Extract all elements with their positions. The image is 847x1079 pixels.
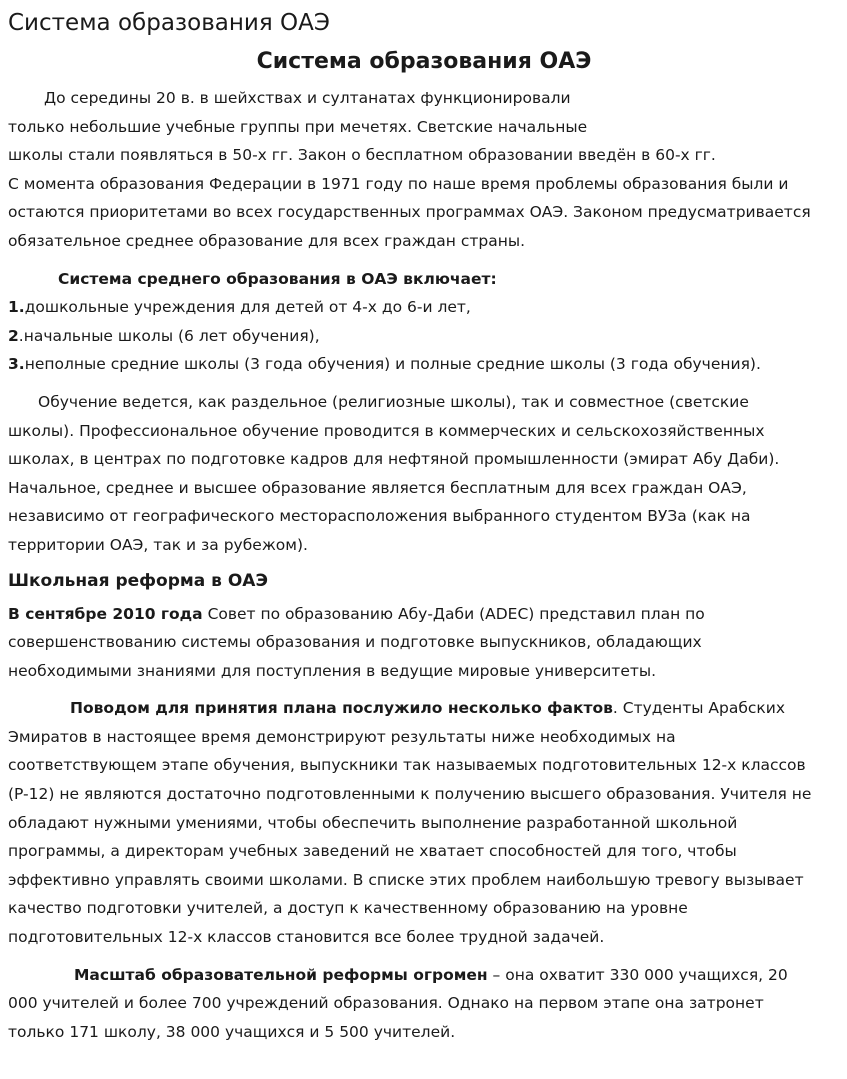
training-paragraph — [8, 388, 840, 560]
text-line: необходимыми знаниями для поступления в ведущие мировые университеты. — [8, 661, 657, 680]
list-item — [8, 322, 840, 351]
text-line: остаются приоритетами во всех государственных программах ОАЭ. Законом предусматривается — [8, 203, 811, 222]
text-line: качество подготовки учителей, а доступ к качественному образованию на уровне — [8, 899, 688, 918]
text-line — [8, 961, 840, 990]
text-line: До середины 20 в. в шейхствах и султанатах функционировали — [44, 89, 571, 107]
text-line: школы). Профессиональное обучение проводится в коммерческих и сельскохозяйственных — [8, 421, 765, 440]
text-line: обладают нужными умениями, чтобы обеспечить выполнение разработанной школьной — [8, 813, 738, 832]
list-number: 3. — [8, 355, 25, 374]
text-line: совершенствованию системы образования и подготовке выпускников, обладающих — [8, 633, 702, 652]
reform-date: В сентябре 2010 года — [8, 604, 203, 623]
text-line: обязательное среднее образование для всех граждан страны. — [8, 231, 526, 250]
list-number: 2 — [8, 326, 19, 345]
list-number: 1. — [8, 298, 25, 317]
text-line: Обучение ведется, как раздельное (религиозные школы), так и совместное (светские — [38, 392, 749, 411]
list-item — [8, 350, 840, 379]
text-line: соответствующем этапе обучения, выпускники так называемых подготовительных 12-х классов — [8, 756, 806, 775]
scale-paragraph — [8, 961, 840, 1047]
text-line: программы, а директорам учебных заведений не хватает способностей для того, чтобы — [8, 842, 737, 861]
list-text: неполные средние школы (3 года обучения) и полные средние школы (3 года обучения). — [24, 355, 761, 374]
text-line: С момента образования Федерации в 1971 году по наше время проблемы образования были и — [8, 174, 789, 193]
system-heading: Система среднего образования в ОАЭ включает: — [58, 269, 497, 288]
text-span: Совет по образованию Абу-Даби (ADEC) представил план по — [202, 604, 705, 623]
text-line: эффективно управлять своими школами. В списке этих проблем наибольшую тревогу вызывает — [8, 870, 804, 889]
list-text: дошкольные учреждения для детей от 4-х до 6-и лет, — [24, 298, 471, 317]
text-line: школы стали появляться в 50-х гг. Закон о бесплатном образовании введён в 60-х гг. — [8, 146, 716, 165]
text-line: Эмиратов в настоящее время демонстрируют результаты ниже необходимых на — [8, 727, 676, 746]
text-line: школах, в центрах по подготовке кадров для нефтяной промышленности (эмират Абу Даби). — [8, 450, 780, 469]
text-line: только 171 школу, 38 000 учащихся и 5 500 учителей. — [8, 1022, 456, 1041]
education-levels-list — [8, 293, 840, 379]
text-line: Начальное, среднее и высшее образование является бесплатным для всех граждан ОАЭ, — [8, 478, 747, 497]
page-title: Система образования ОАЭ — [8, 10, 330, 36]
reasons-lead: Поводом для принятия плана послужило несколько фактов — [70, 699, 613, 718]
document-heading: Система образования ОАЭ — [256, 49, 592, 74]
text-line — [8, 600, 840, 629]
text-line: подготовительных 12-х классов становится все более трудной задачей. — [8, 928, 605, 947]
text-line: только небольшие учебные группы при мечетях. Светские начальные — [8, 117, 588, 136]
text-line: 000 учителей и более 700 учреждений образования. Однако на первом этапе она затронет — [8, 994, 764, 1013]
text-line — [8, 694, 840, 723]
reform-heading: Школьная реформа в ОАЭ — [8, 570, 268, 591]
reform-paragraph — [8, 600, 840, 686]
scale-lead: Масштаб образовательной реформы огромен — [74, 965, 488, 984]
text-span: . Студенты Арабских — [612, 699, 786, 718]
text-line: (P-12) не являются достаточно подготовленными к получению высшего образования. Учителя не — [8, 785, 812, 804]
intro-paragraph — [8, 84, 840, 256]
text-line: территории ОАЭ, так и за рубежом). — [8, 535, 308, 554]
text-line: независимо от географического месторасположения выбранного студентом ВУЗа (как на — [8, 507, 751, 526]
document — [8, 6, 840, 1046]
text-span: – она охватит 330 000 учащихся, 20 — [487, 965, 788, 984]
reasons-paragraph — [8, 694, 840, 951]
list-text: .начальные школы (6 лет обучения), — [18, 326, 320, 345]
list-item — [8, 293, 840, 322]
